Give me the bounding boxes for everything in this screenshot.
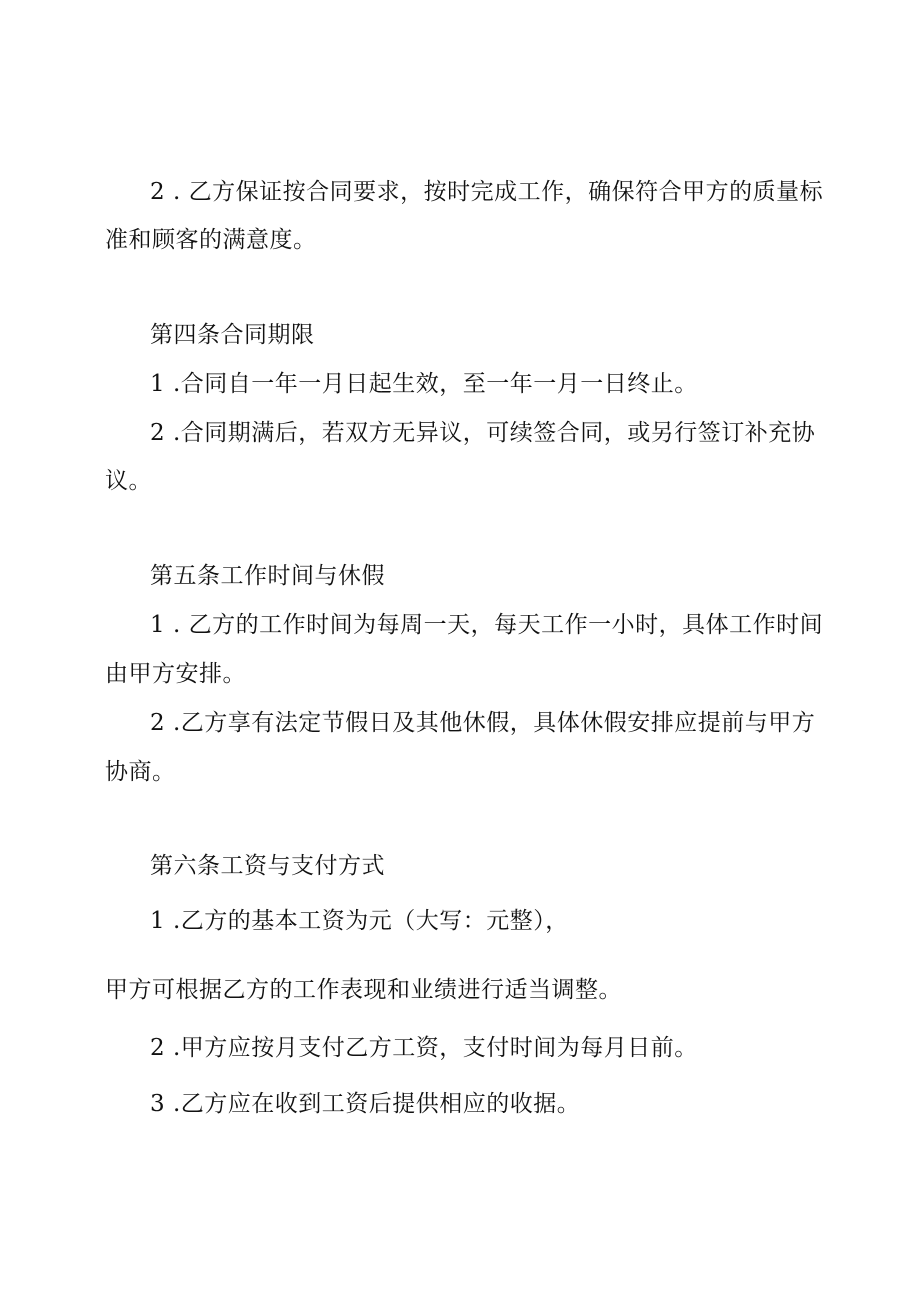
clause-6-item-2: 2 .甲方应按月支付乙方工资，支付时间为每月日前。 (150, 1035, 698, 1061)
clause-6-heading: 第六条工资与支付方式 (150, 853, 385, 879)
clause-4-heading: 第四条合同期限 (150, 322, 315, 348)
clause-5-item-1-line-1: 1 . 乙方的工作时间为每周一天，每天工作一小时，具体工作时间 (150, 612, 824, 638)
clause-5-item-2-line-1: 2 .乙方享有法定节假日及其他休假，具体休假安排应提前与甲方 (150, 710, 816, 736)
clause-5-heading: 第五条工作时间与休假 (150, 563, 385, 589)
clause-4-item-2-line-2: 议。 (105, 468, 152, 494)
clause-3-item-2-line-2: 准和顾客的满意度。 (105, 227, 317, 253)
clause-3-item-2-line-1: 2 . 乙方保证按合同要求，按时完成工作，确保符合甲方的质量标 (150, 179, 824, 205)
clause-5-item-1-line-2: 由甲方安排。 (105, 661, 246, 687)
clause-5-item-2-line-2: 协商。 (105, 759, 176, 785)
clause-6-item-1: 1 .乙方的基本工资为元（大写：元整）， (150, 908, 569, 934)
clause-6-item-1-continuation: 甲方可根据乙方的工作表现和业绩进行适当调整。 (105, 977, 622, 1003)
clause-4-item-1: 1 .合同自一年一月日起生效，至一年一月一日终止。 (150, 371, 698, 397)
clause-6-item-3: 3 .乙方应在收到工资后提供相应的收据。 (150, 1091, 581, 1117)
clause-4-item-2-line-1: 2 .合同期满后，若双方无异议，可续签合同，或另行签订补充协 (150, 420, 816, 446)
